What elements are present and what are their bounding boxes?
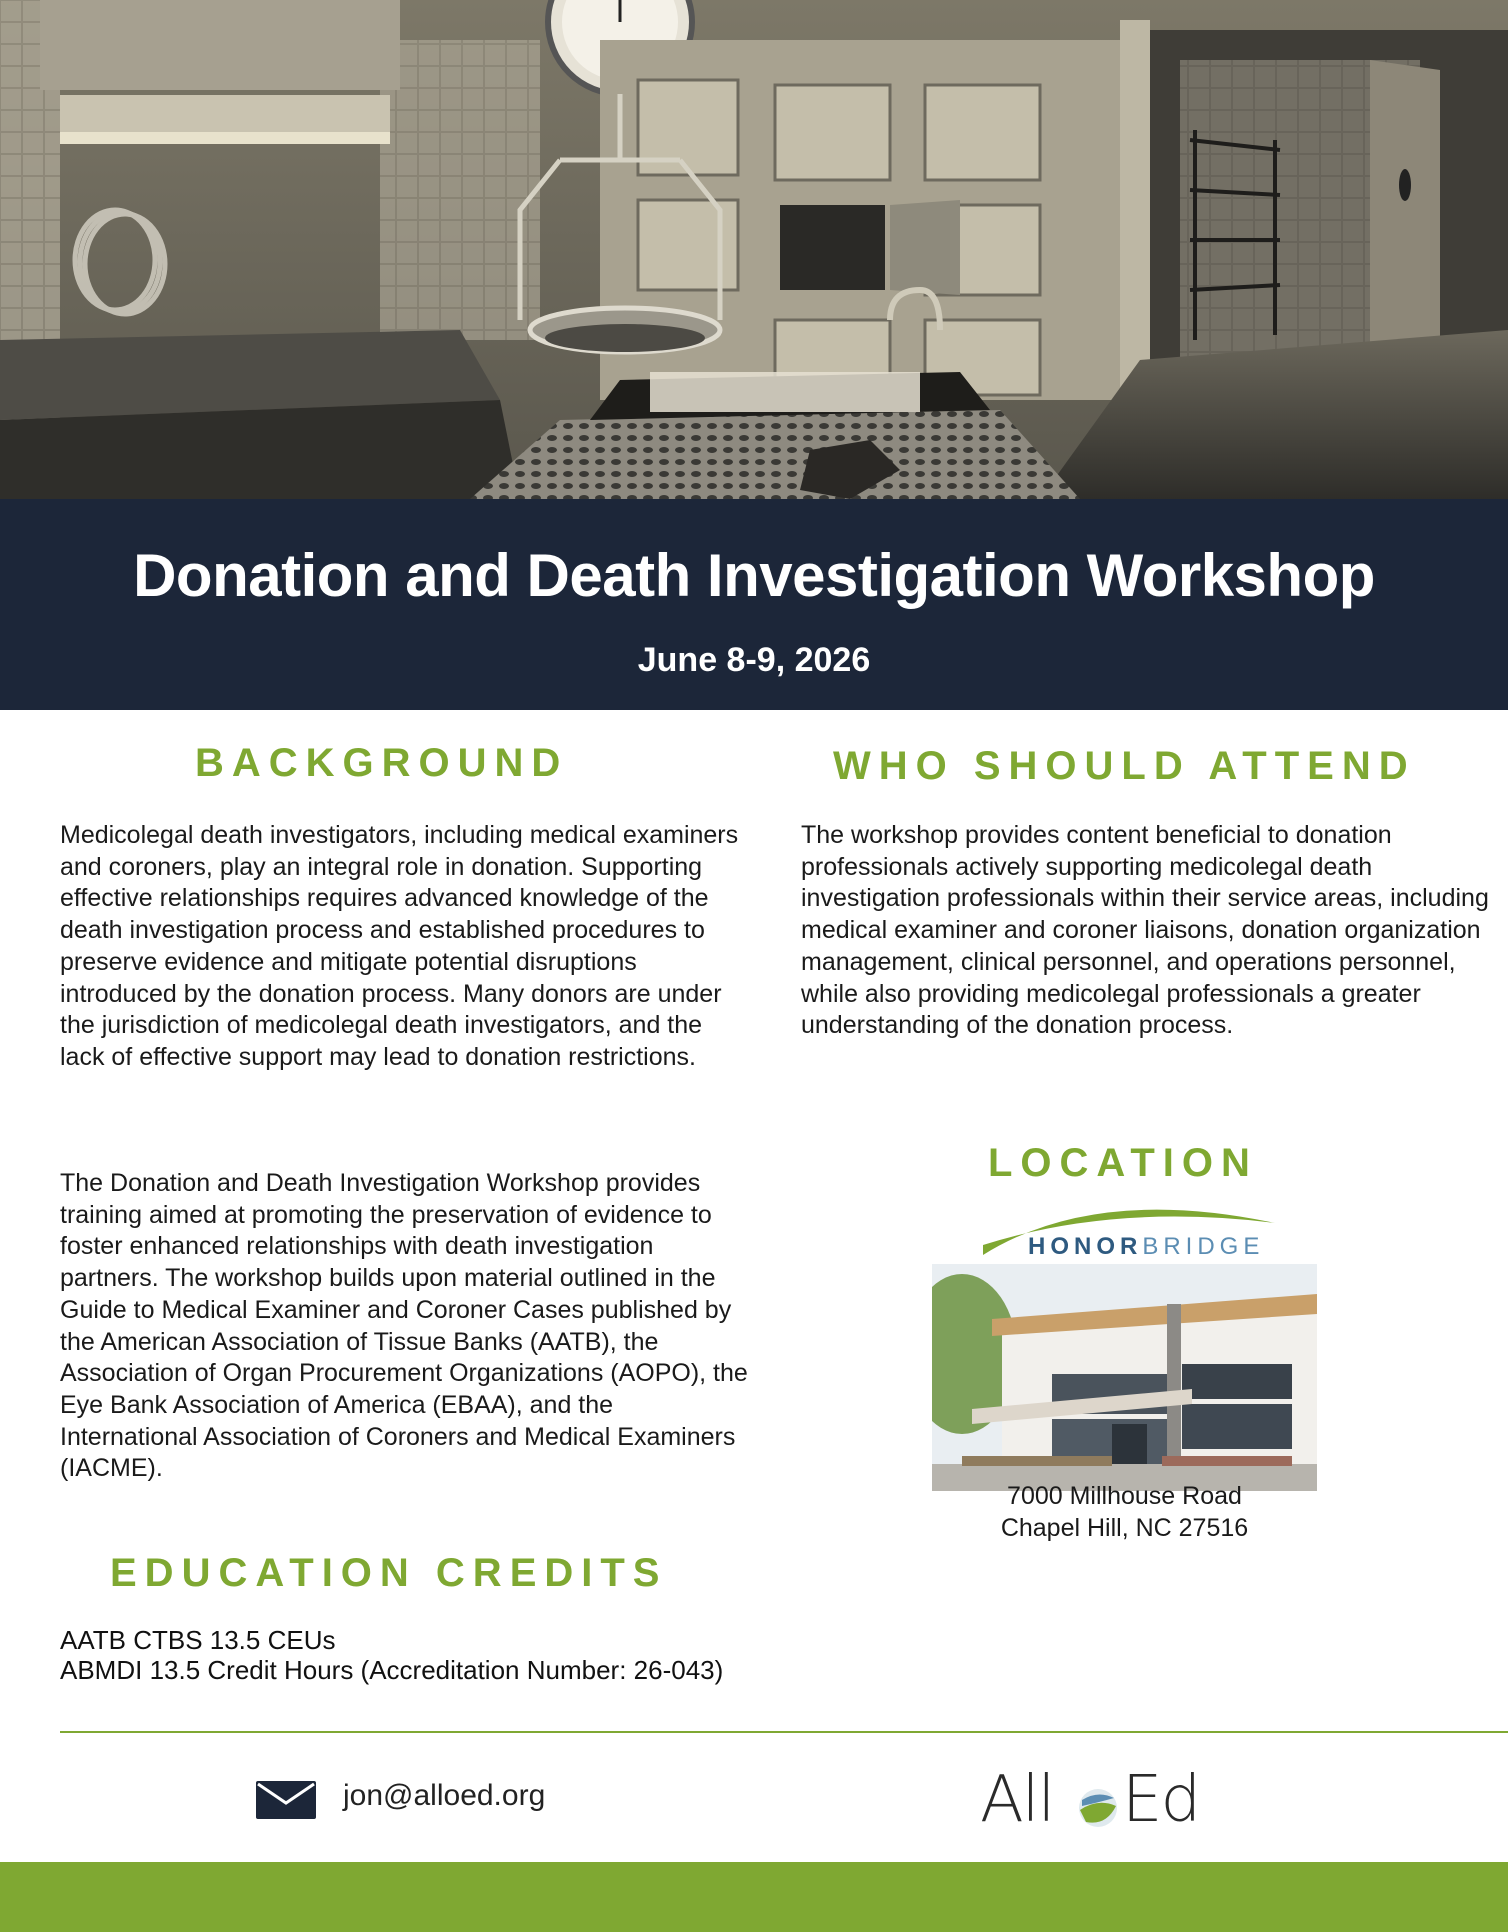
attend-paragraph: The workshop provides content beneficial to donation professionals actively supporting medicolegal death investigation professionals within their service areas, including medical examiner and coroner liaisons, donation organization management, clinical personnel, and operations personnel, while also providing medicolegal professionals a greater understanding of the donation process.: [801, 821, 1489, 1040]
alloed-globe-icon: [1076, 1786, 1120, 1830]
alloed-logo-left: All: [980, 1763, 1054, 1837]
background-paragraph-1: Medicolegal death investigators, including medical examiners and coroners, play an integral role in donation. Supporting effective relationships requires advanced knowledge of the death investigation process and established procedures to preserve evidence and mitigate potential disruptions introduced by the donation process. Many donors are under the jurisdiction of medicolegal death investigators, and the lack of effective support may lead to donation restrictions.: [60, 821, 739, 1071]
alloed-logo-right: Ed: [1122, 1763, 1200, 1837]
alloed-logo: [980, 1764, 1230, 1836]
footer-divider: [60, 1731, 1508, 1733]
envelope-icon: [256, 1781, 316, 1819]
credits-heading: EDUCATION CREDITS: [110, 1551, 668, 1595]
contact-email[interactable]: jon@alloed.org: [343, 1779, 546, 1812]
morgue-photo: [0, 0, 1508, 499]
address-line-1: 7000 Millhouse Road: [1007, 1482, 1242, 1510]
address-line-2: Chapel Hill, NC 27516: [1000, 1514, 1249, 1542]
honorbridge-wordmark: HONORBRIDGE: [1028, 1233, 1265, 1260]
title-band: [0, 499, 1508, 710]
honorbridge-logo: [975, 1195, 1285, 1263]
footer-green-bar: [0, 1862, 1508, 1932]
attend-heading: WHO SHOULD ATTEND: [833, 744, 1416, 788]
building-photo: [932, 1264, 1317, 1491]
credit-line-1: AATB CTBS 13.5 CEUs: [60, 1625, 336, 1655]
background-paragraph-2: The Donation and Death Investigation Workshop provides training aimed at promoting the preservation of evidence to foster enhanced relationships with death investigation partners. The workshop builds upon material outlined in the Guide to Medical Examiner and Coroner Cases published by the American Association of Tissue Banks (AATB), the Association of Organ Procurement Organizations (AOPO), the Eye Bank Association of America (EBAA), and the International Association of Coroners and Medical Examiners (IACME).: [60, 1169, 748, 1483]
page-title: Donation and Death Investigation Workshop: [133, 542, 1375, 609]
background-heading: BACKGROUND: [195, 741, 569, 785]
hero-image: [0, 0, 1508, 499]
credit-line-2: ABMDI 13.5 Credit Hours (Accreditation Number: 26-043): [60, 1655, 724, 1685]
building-illustration: [932, 1264, 1317, 1491]
event-date: June 8-9, 2026: [637, 641, 871, 679]
location-heading: LOCATION: [988, 1141, 1258, 1185]
